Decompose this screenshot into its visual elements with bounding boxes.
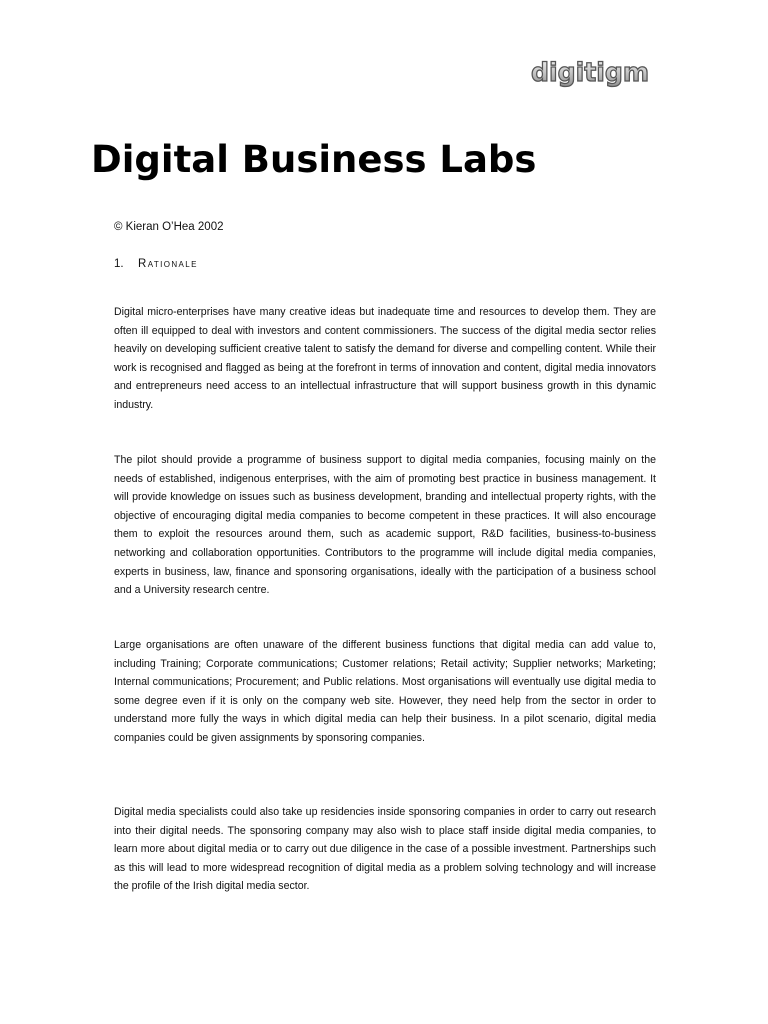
document-title: Digital Business Labs — [91, 138, 537, 181]
paragraph: Large organisations are often unaware of the different business functions that digital media can add value to, including Training; Corporate communications; Customer relations; Retail activity; Supplier networks; Marketing; Internal communications; Procurement; and Public relations. Most organisations will eventually use digital media to some degree even if it is only on the company web site. However, they need help from the sector in order to understand more fully the ways in which digital media can help their business. In a pilot scenario, digital media companies could be given assignments by sponsoring companies. — [114, 639, 656, 744]
digitigm-logo — [528, 52, 652, 92]
copyright-notice: © Kieran O’Hea 2002 — [114, 221, 224, 233]
paragraph: Digital micro-enterprises have many creative ideas but inadequate time and resources to develop them. They are often ill equipped to deal with investors and content commissioners. The success of the digital media sector relies heavily on developing sufficient creative talent to satisfy the demand for diverse and compelling content. While their work is recognised and flagged as being at the forefront in terms of innovation and content, digital media innovators and entrepreneurs need access to an intellectual infrastructure that will support business growth in this dynamic industry. — [114, 306, 656, 411]
section-number: 1. — [114, 258, 124, 270]
section-heading — [114, 256, 198, 272]
paragraph: Digital media specialists could also take up residencies inside sponsoring companies in order to carry out research into their digital needs. The sponsoring company may also wish to place staff inside digital media companies, to learn more about digital media or to carry out due diligence in the case of a possible investment. Partnerships such as this will lead to more widespread recognition of digital media as a problem solving technology and will increase the profile of the Irish digital media sector. — [114, 806, 656, 893]
paragraph: The pilot should provide a programme of business support to digital media companies, focusing mainly on the needs of established, indigenous enterprises, with the aim of promoting best practice in business management. It will provide knowledge on issues such as business development, branding and intellectual property rights, with the objective of encouraging digital media companies to become competent in these practices. It will also encourage them to exploit the resources around them, such as academic support, R&D facilities, business-to-business networking and collaboration opportunities. Contributors to the programme will include digital media companies, experts in business, law, finance and sponsoring organisations, ideally with the participation of a business school and a University research centre. — [114, 454, 656, 597]
logo-text: digitigm — [531, 58, 649, 88]
section-title: Rationale — [138, 258, 198, 270]
